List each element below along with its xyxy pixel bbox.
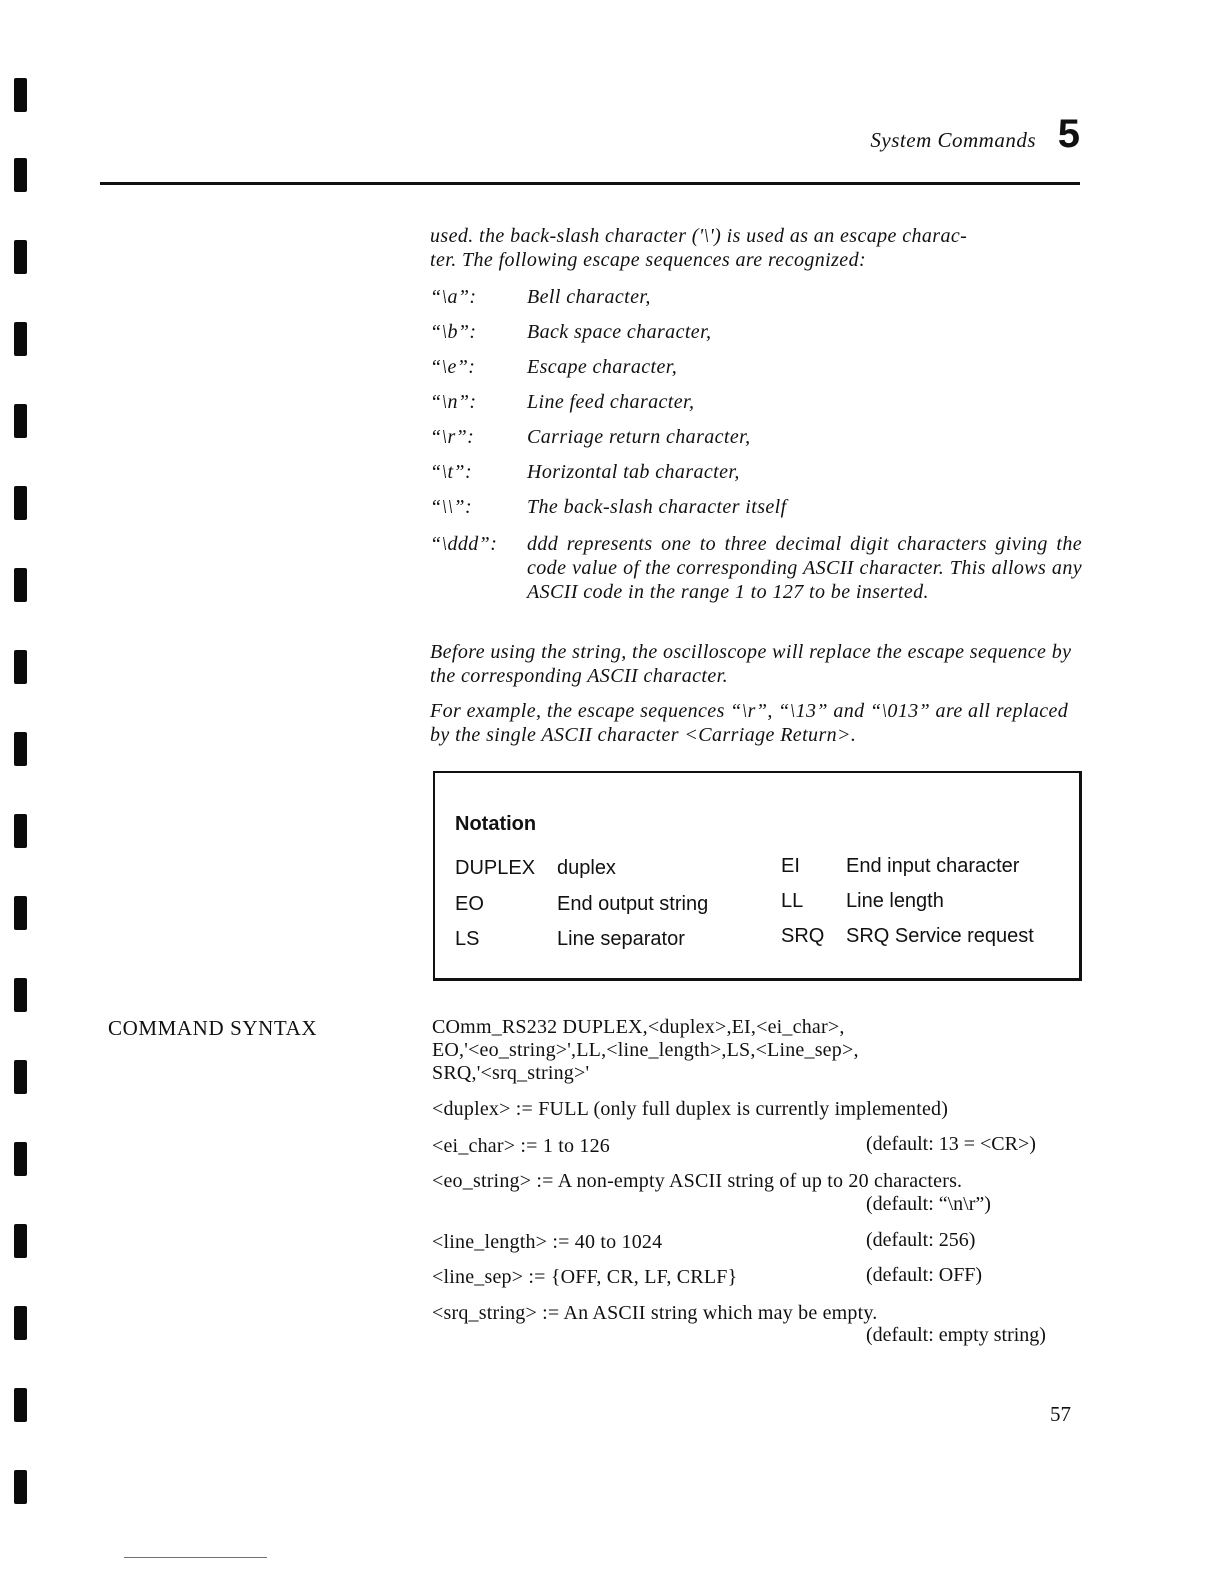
default-eo-string: (default: “\n\r”)	[866, 1193, 991, 1215]
definition-duplex: <duplex> := FULL (only full duplex is currently implemented)	[432, 1098, 949, 1120]
paragraph-replace: Before using the string, the oscilloscope will replace the escape sequence by the corresponding ASCII character.	[430, 641, 1072, 687]
binding-mark	[14, 732, 27, 766]
notation-meaning: duplex	[557, 857, 616, 879]
binding-mark	[14, 1470, 27, 1504]
notation-meaning: Line separator	[557, 928, 685, 950]
notation-abbr: EI	[781, 855, 800, 877]
binding-mark	[14, 814, 27, 848]
page-number: 57	[1050, 1402, 1071, 1426]
escape-desc: Back space character,	[527, 321, 712, 343]
escape-desc: The back-slash character itself	[527, 496, 787, 518]
notation-abbr: EO	[455, 893, 484, 915]
definition-srq-string: <srq_string> := An ASCII string which may be empty.	[432, 1302, 878, 1324]
escape-desc: Carriage return character,	[527, 426, 751, 448]
notation-meaning: End output string	[557, 893, 709, 915]
syntax-line: SRQ,'<srq_string>'	[432, 1062, 590, 1084]
escape-key: “\a”:	[430, 286, 477, 308]
escape-desc: ddd represents one to three decimal digit characters giving the code value of the corresponding ASCII character. This allows any ASCII code in the range 1 to 127 to be inserted.	[527, 533, 1082, 603]
notation-box	[433, 771, 1082, 981]
intro-line: used. the back-slash character ('\') is used as an escape charac-	[430, 225, 968, 247]
notation-abbr: SRQ	[781, 925, 825, 947]
default-line-length: (default: 256)	[866, 1229, 976, 1251]
escape-key: “\b”:	[430, 321, 477, 343]
escape-key: “\e”:	[430, 356, 476, 378]
definition-line-sep: <line_sep> := {OFF, CR, LF, CRLF}	[432, 1266, 738, 1288]
binding-mark	[14, 78, 27, 112]
notation-meaning: SRQ Service request	[846, 925, 1034, 947]
escape-key: “\n”:	[430, 391, 477, 413]
default-srq-string: (default: empty string)	[866, 1324, 1046, 1346]
page-header	[100, 112, 1080, 188]
syntax-line: COmm_RS232 DUPLEX,<duplex>,EI,<ei_char>,	[432, 1016, 845, 1038]
binding-mark	[14, 1142, 27, 1176]
binding-mark	[14, 650, 27, 684]
binding-mark	[14, 568, 27, 602]
binding-mark	[14, 978, 27, 1012]
binding-mark	[14, 1060, 27, 1094]
binding-mark	[14, 240, 27, 274]
default-line-sep: (default: OFF)	[866, 1264, 983, 1286]
binding-mark	[14, 1224, 27, 1258]
escape-desc: Horizontal tab character,	[527, 461, 740, 483]
escape-key: “\\”:	[430, 496, 473, 518]
escape-desc: Bell character,	[527, 286, 651, 308]
definition-line-length: <line_length> := 40 to 1024	[432, 1231, 663, 1253]
escape-key: “\r”:	[430, 426, 475, 448]
footer-rule	[124, 1557, 267, 1558]
notation-abbr: DUPLEX	[455, 857, 536, 879]
intro-paragraph	[430, 224, 1082, 272]
paragraph-example: For example, the escape sequences “\r”, “\13” and “\013” are all replaced by the single ASCII character <Carriage Return>.	[430, 700, 1069, 746]
escape-desc: Escape character,	[527, 356, 678, 378]
definition-eo-string: <eo_string> := A non-empty ASCII string of up to 20 characters.	[432, 1170, 963, 1192]
intro-line: ter. The following escape sequences are recognized:	[430, 249, 867, 271]
binding-mark	[14, 896, 27, 930]
binding-mark	[14, 1306, 27, 1340]
chapter-number: 5	[1057, 112, 1080, 156]
binding-mark	[14, 158, 27, 192]
header-title: System Commands	[870, 128, 1036, 152]
binding-mark	[14, 404, 27, 438]
notation-meaning: End input character	[846, 855, 1020, 877]
header-rule	[100, 182, 1080, 185]
binding-mark	[14, 322, 27, 356]
default-ei-char: (default: 13 = <CR>)	[866, 1133, 1036, 1155]
binding-mark	[14, 1388, 27, 1422]
definition-ei-char: <ei_char> := 1 to 126	[432, 1135, 610, 1157]
notation-abbr: LS	[455, 928, 480, 950]
notation-meaning: Line length	[846, 890, 944, 912]
escape-key: “\ddd”:	[430, 533, 498, 555]
escape-desc: Line feed character,	[527, 391, 695, 413]
notation-title: Notation	[455, 813, 537, 835]
escape-key: “\t”:	[430, 461, 473, 483]
section-label: COMMAND SYNTAX	[108, 1016, 318, 1040]
notation-abbr: LL	[781, 890, 804, 912]
syntax-line: EO,'<eo_string>',LL,<line_length>,LS,<Line_sep>,	[432, 1039, 859, 1061]
binding-mark	[14, 486, 27, 520]
